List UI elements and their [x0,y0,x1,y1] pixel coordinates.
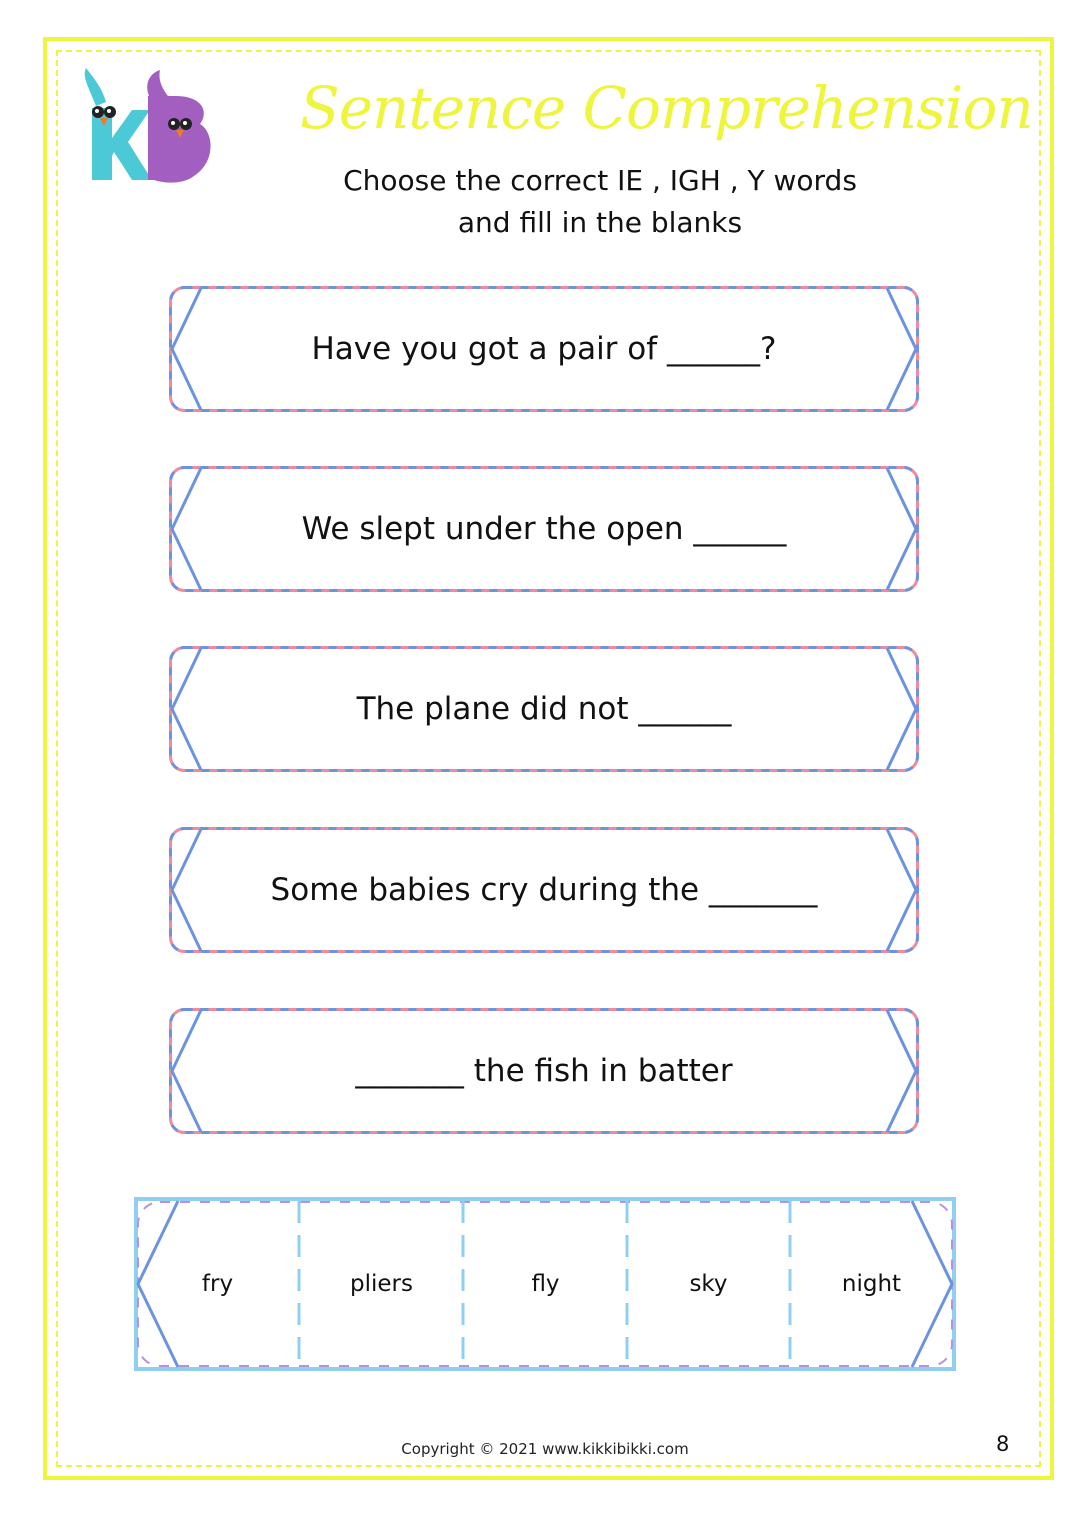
sentence-text: Have you got a pair of ______? [311,331,777,367]
copyright-text: Copyright © 2021 www.kikkibikki.com [401,1440,689,1458]
sentence-box-1 [169,286,919,412]
page-number: 8 [996,1432,1010,1456]
instructions [300,160,900,244]
instructions-line-2: and fill in the blanks [457,206,743,239]
sentence-box-4 [169,827,919,953]
sentence-box-2 [169,466,919,592]
instructions-line-1: Choose the correct IE , IGH , Y words [343,164,857,197]
sentence-text: The plane did not ______ [356,691,732,727]
sentence-text: Some babies cry during the _______ [270,872,818,908]
kb-birds-logo-icon [76,66,216,188]
word-bank-item: sky [689,1271,728,1297]
word-bank [134,1197,956,1371]
sentence-box-3 [169,646,919,772]
word-bank-item: fry [201,1271,234,1297]
word-bank-item: pliers [350,1271,413,1297]
word-bank-item: fly [531,1271,560,1297]
sentence-text: We slept under the open ______ [301,511,787,547]
sentence-text: _______ the fish in batter [355,1053,733,1089]
sentence-box-5 [169,1008,919,1134]
page-title: Sentence Comprehension [300,74,1033,142]
word-bank-item: night [841,1271,902,1297]
